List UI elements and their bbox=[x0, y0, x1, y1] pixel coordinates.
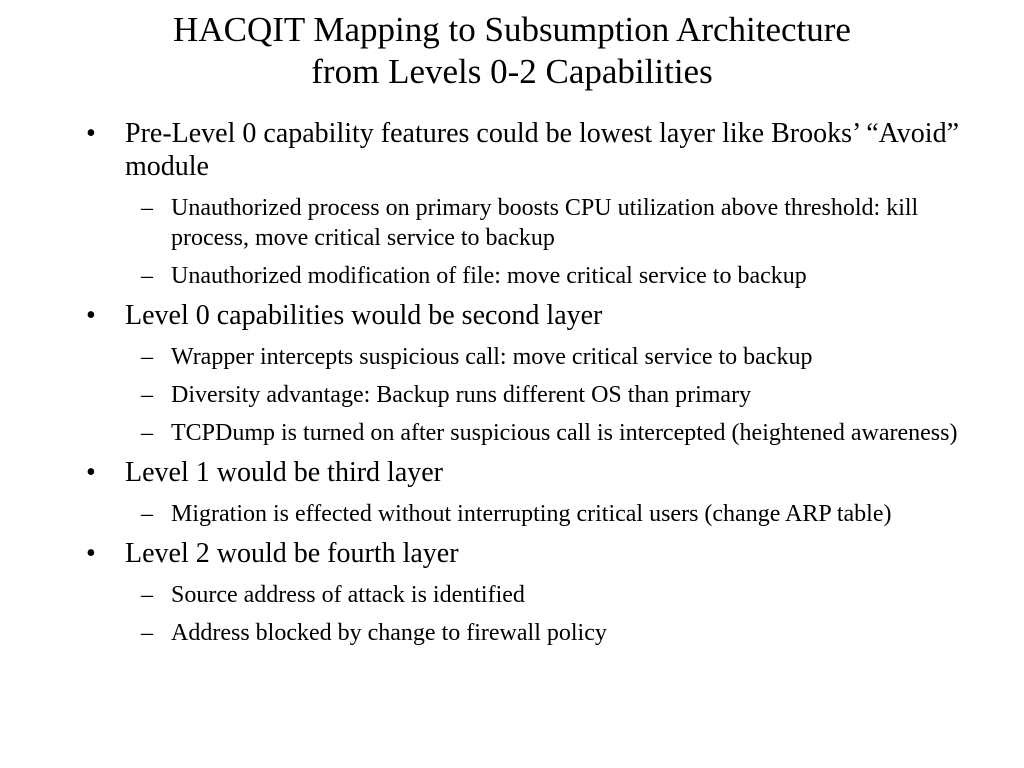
sub-bullet-item bbox=[0, 580, 1024, 610]
dash-icon: – bbox=[141, 263, 153, 289]
dash-icon: – bbox=[141, 420, 153, 446]
bullet-text: Pre-Level 0 capability features could be lowest layer like Brooks’ “Avoid” module bbox=[125, 118, 959, 182]
bullet-icon: • bbox=[86, 538, 96, 569]
bullet-icon: • bbox=[86, 118, 96, 149]
sub-bullet-text: Unauthorized process on primary boosts CPU utilization above threshold: kill process, move critical service to backup bbox=[171, 195, 919, 251]
dash-icon: – bbox=[141, 582, 153, 608]
sub-bullet-text: TCPDump is turned on after suspicious call is intercepted (heightened awareness) bbox=[171, 420, 958, 446]
dash-icon: – bbox=[141, 382, 153, 408]
sub-bullet-item bbox=[0, 418, 1024, 448]
sub-bullet-text: Migration is effected without interrupting critical users (change ARP table) bbox=[171, 501, 892, 527]
bullet-item bbox=[0, 117, 1024, 183]
bullet-text: Level 1 would be third layer bbox=[125, 457, 444, 488]
sub-bullet-item bbox=[0, 342, 1024, 372]
bullet-text: Level 0 capabilities would be second layer bbox=[125, 300, 603, 331]
dash-icon: – bbox=[141, 501, 153, 527]
bullet-item bbox=[0, 456, 1024, 489]
dash-icon: – bbox=[141, 620, 153, 646]
bullet-list bbox=[0, 115, 1024, 656]
slide-title bbox=[0, 9, 1024, 93]
sub-bullet-item bbox=[0, 618, 1024, 648]
sub-bullet-text: Diversity advantage: Backup runs different OS than primary bbox=[171, 382, 752, 408]
sub-bullet-item bbox=[0, 261, 1024, 291]
title-line-1: HACQIT Mapping to Subsumption Architecture bbox=[173, 10, 851, 49]
bullet-item bbox=[0, 537, 1024, 570]
sub-bullet-text: Wrapper intercepts suspicious call: move critical service to backup bbox=[171, 344, 813, 370]
dash-icon: – bbox=[141, 195, 153, 221]
title-line-2: from Levels 0-2 Capabilities bbox=[311, 52, 713, 91]
bullet-item bbox=[0, 299, 1024, 332]
sub-bullet-text: Unauthorized modification of file: move critical service to backup bbox=[171, 263, 807, 289]
bullet-icon: • bbox=[86, 457, 96, 488]
sub-bullet-item bbox=[0, 193, 1024, 253]
bullet-icon: • bbox=[86, 300, 96, 331]
sub-bullet-item bbox=[0, 499, 1024, 529]
bullet-text: Level 2 would be fourth layer bbox=[125, 538, 459, 569]
sub-bullet-item bbox=[0, 380, 1024, 410]
sub-bullet-text: Address blocked by change to firewall policy bbox=[171, 620, 607, 646]
sub-bullet-text: Source address of attack is identified bbox=[171, 582, 525, 608]
dash-icon: – bbox=[141, 344, 153, 370]
